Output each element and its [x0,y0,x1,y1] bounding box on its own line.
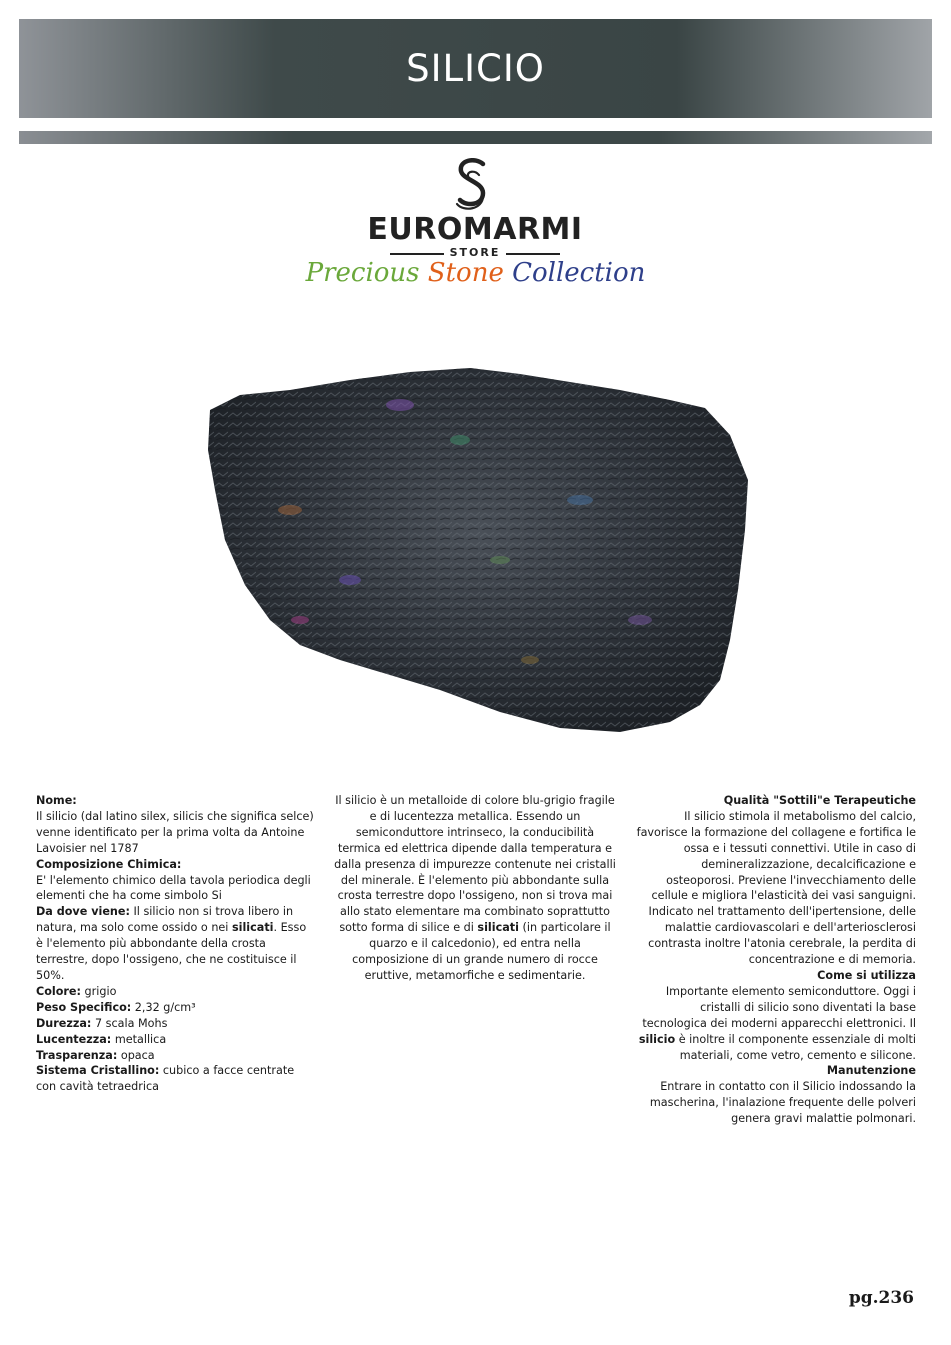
description-text-2: (in particolare il quarzo e il calcedonio), ed entra nella composizione di un grande numero di rocce eruttive, metamorfiche e sedimentarie. [352,921,611,982]
properties-usage-column [633,793,916,1127]
collection-title [280,258,671,288]
trasparenza-label: Trasparenza: [36,1048,118,1062]
utilizzo-text-2: è inoltre il componente essenziale di molti materiali, come vetro, cemento e silicone. [675,1032,916,1062]
durezza-value: 7 scala Mohs [91,1016,168,1030]
page-title: SILICIO [406,47,545,90]
colore-value: grigio [81,984,117,998]
collection-word-precious: Precious [305,258,420,288]
logo-mark-icon [453,158,493,214]
manutenzione-text: Entrare in contatto con il Silicio indossando la mascherina, l'inalazione frequente delle polveri genera gravi malattie polmonari. [649,1080,916,1126]
composizione-text: E' l'elemento chimico della tavola periodica degli elementi che ha come simbolo Si [36,873,311,903]
provenienza-bold: silicati [231,921,274,935]
collection-word-collection: Collection [512,258,646,288]
description-column [334,793,616,984]
logo-sub-line-right [506,253,560,255]
sistema-label: Sistema Cristallino: [36,1064,160,1078]
composizione-label: Composizione Chimica: [36,857,182,871]
description-text-1: Il silicio è un metalloide di colore blu-grigio fragile e di lucentezza metallica. Essendo un semiconduttore intrinseco, la conducibilità termica ed elettrica dipende dalla temperatura e dalla presenza di impurezze contenute nei cristalli del minerale. È l'elemento più abbondante sulla crosta terrestre dopo l'ossigeno, non si trova mai allo stato elementare ma combinato soprattutto sotto forma di silice e di [334,794,616,935]
colore-label: Colore: [36,984,81,998]
description-bold: silicati [477,921,519,935]
mineral-properties-column [36,793,316,1095]
sistema-value: cubico a facce centrate con cavità tetraedrica [36,1064,295,1094]
utilizzo-text-1: Importante elemento semiconduttore. Oggi i cristalli di silicio sono diventati la base tecnologica dei moderni apparecchi elettronici. Il [642,984,916,1030]
nome-label: Nome: [36,794,77,807]
lucentezza-value: metallica [111,1032,167,1046]
lucentezza-label: Lucentezza: [36,1032,112,1046]
utilizzo-heading: Come si utilizza [817,968,916,982]
silicon-stone-image [200,360,756,740]
trasparenza-value: opaca [117,1048,155,1062]
qualita-heading: Qualità "Sottili"e Terapeutiche [723,794,916,807]
durezza-label: Durezza: [36,1016,92,1030]
manutenzione-heading: Manutenzione [826,1064,916,1078]
header-banner [19,19,932,118]
collection-word-stone: Stone [427,258,504,288]
divider-bar [19,131,932,144]
provenienza-label: Da dove viene: [36,905,130,919]
provenienza-text-2: . Esso è l'elemento più abbondante della crosta terrestre, dopo l'ossigeno, che ne costituisce il 50%. [36,921,307,982]
peso-value: 2,32 g/cm³ [131,1000,196,1014]
logo-sub: STORE [449,246,501,259]
provenienza-text-1: Il silicio non si trova libero in natura, ma solo come ossido o nei [36,905,294,935]
qualita-text: Il silicio stimola il metabolismo del calcio, favorisce la formazione del collagene e fortifica le ossa e i tessuti connettivi. Utile in caso di demineralizzazione, decalcificazione e osteoporosi. Previene l'invecchiamento delle cellule e migliora l'elasticità dei vasi sanguigni. Indicato nel trattamento dell'ipertensione, delle malattie cardiovascolari e dell'arteriosclerosi contrasta inoltre l'atonia cerebrale, la perdita di concentrazione e di memoria. [636,809,916,967]
page-number: pg.236 [848,1288,914,1308]
nome-text: Il silicio (dal latino silex, silicis che significa selce) venne identificato per la prima volta da Antoine Lavoisier nel 1787 [36,809,314,855]
utilizzo-bold: silicio [638,1032,676,1046]
peso-label: Peso Specifico: [36,1000,132,1014]
logo-name: EUROMARMI [367,212,583,247]
